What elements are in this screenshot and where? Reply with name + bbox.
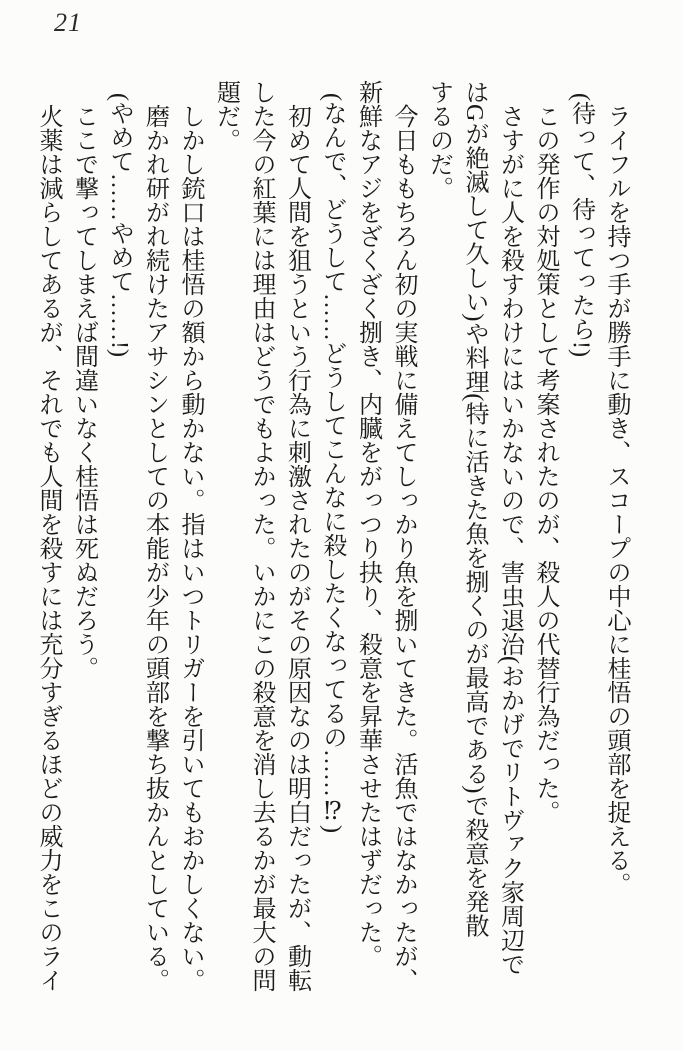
text-line: 火薬は減らしてあるが、それでも人間を殺すには充分すぎるほどの威力をこのライ xyxy=(35,104,61,992)
text-line: (なんで、どうして……どうしてこんなに殺したくなってるの……⁉) xyxy=(319,93,345,833)
text-line: 今日ももちろん初の実戦に備えてしっかり魚を捌いてきた。活魚ではなかったが、 xyxy=(390,104,416,992)
text-line: ここで撃ってしまえば間違いなく桂悟は死ぬだろう。 xyxy=(70,104,97,680)
text-line: ライフルを持つ手が勝手に動き、スコープの中心に桂悟の頭部を捉える。 xyxy=(603,104,629,896)
page-number: 21 xyxy=(54,8,82,37)
text-line: 初めて人間を狙うという行為に刺激されたのがその原因なのは明白だったが、動転 xyxy=(283,104,310,992)
text-line: (やめて……やめて……!) xyxy=(106,93,132,357)
text-line: (待って、待ってったら!) xyxy=(567,93,594,357)
text-line: しかし銃口は桂悟の額から動かない。指はいつトリガーを引いてもおかしくない。 xyxy=(177,104,203,992)
text-line: するのだ。 xyxy=(425,80,452,200)
text-line: さすがに人を殺すわけにはいかないので、害虫退治(おかげでリトヴァク家周辺で xyxy=(496,104,523,976)
text-line: 新鮮なアジをざくざく捌き、内臓をがっつり抉り、殺意を昇華させたはずだった。 xyxy=(354,80,381,968)
text-line: 題だ。 xyxy=(212,80,239,152)
text-line: した今の紅葉には理由はどうでもよかった。いかにこの殺意を消し去るかが最大の問 xyxy=(248,80,274,992)
text-area xyxy=(30,80,634,1045)
text-line: はGが絶滅して久しい)や料理(特に活きた魚を捌くのが最高である)で殺意を発散 xyxy=(461,80,487,938)
text-line: この発作の対処策として考案されたのが、殺人の代替行為だった。 xyxy=(532,104,558,824)
text-line: 磨かれ研がれ続けたアサシンとしての本能が少年の頭部を撃ち抜かんとしている。 xyxy=(141,104,168,992)
